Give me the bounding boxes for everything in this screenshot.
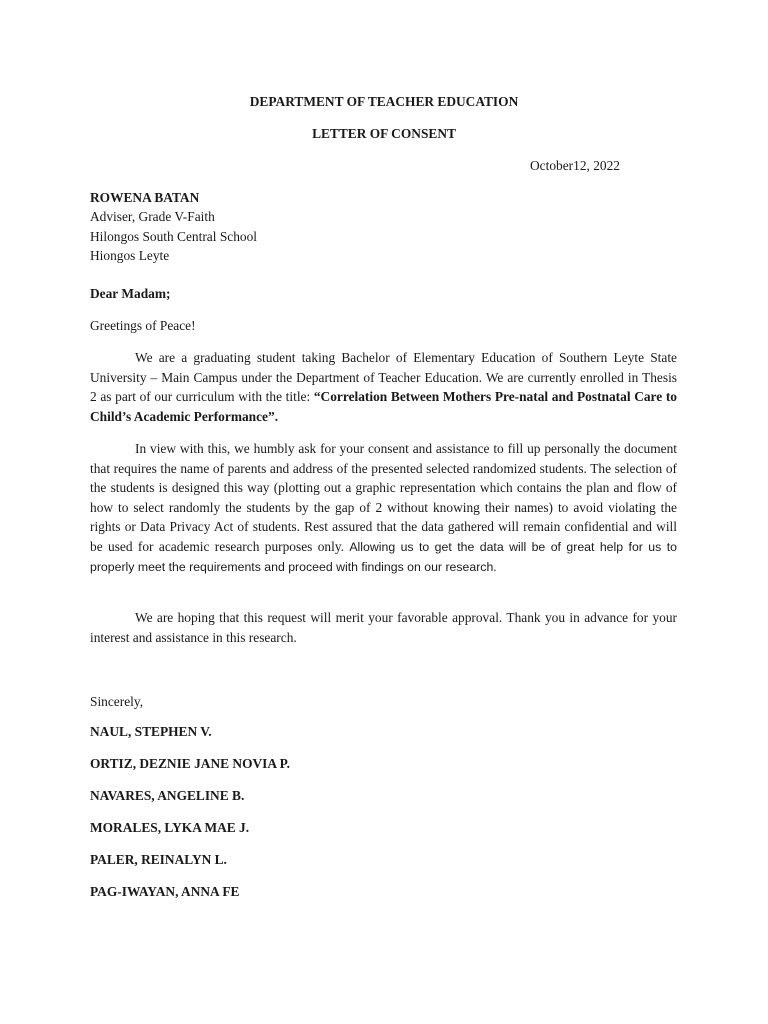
body-paragraph-2 [90, 439, 677, 578]
body-paragraph-1 [90, 348, 677, 426]
signatory: PALER, REINALYN L. [90, 852, 227, 867]
salutation: Dear Madam; [90, 286, 171, 301]
signatory: MORALES, LYKA MAE J. [90, 820, 250, 835]
signatory: NAUL, STEPHEN V. [90, 724, 212, 739]
greeting: Greetings of Peace! [90, 318, 196, 333]
recipient-school: Hilongos South Central School [90, 229, 258, 244]
body-paragraph-3 [90, 608, 677, 647]
recipient-position: Adviser, Grade V-Faith [90, 209, 215, 224]
paragraph-2-text: In view with this, we humbly ask for your consent and assistance to fill up personally the document that requires the name of parents and address of the presented selected randomized students. The selection of the students is designed this way (plotting out a graphic representation which contains the plan and flow of how to select randomly the students by the gap of 2 without knowing their names) to avoid violating the rights or Data Privacy Act of students. Rest assured that the data gathered will remain confidential and will be used for academic research purposes only. [90, 441, 677, 554]
signatory: PAG-IWAYAN, ANNA FE [90, 884, 240, 899]
signatory: ORTIZ, DEZNIE JANE NOVIA P. [90, 756, 290, 771]
paragraph-2-tail: Allowing us to get the data will be of great help for us to properly meet the requirements and proceed with findings on our research. [90, 539, 677, 574]
paragraph-1-text: We are a graduating student taking Bachelor of Elementary Education of Southern Leyte State University – Main Campus under the Department of Teacher Education. We are currently enrolled in Thesis 2 as part of our curriculum with the title: [90, 350, 677, 404]
letter-date: October12, 2022 [530, 158, 620, 173]
closing: Sincerely, [90, 694, 144, 709]
thesis-title: “Correlation Between Mothers Pre-natal and Postnatal Care to Child’s Academic Performance”. [90, 389, 677, 424]
recipient-name: ROWENA BATAN [90, 190, 200, 205]
signatory: NAVARES, ANGELINE B. [90, 788, 245, 803]
letter-title: LETTER OF CONSENT [312, 126, 456, 141]
department-heading: DEPARTMENT OF TEACHER EDUCATION [249, 94, 519, 109]
recipient-location: Hiongos Leyte [90, 248, 170, 263]
paragraph-3-text: We are hoping that this request will merit your favorable approval. Thank you in advance for your interest and assistance in this research. [90, 610, 677, 645]
